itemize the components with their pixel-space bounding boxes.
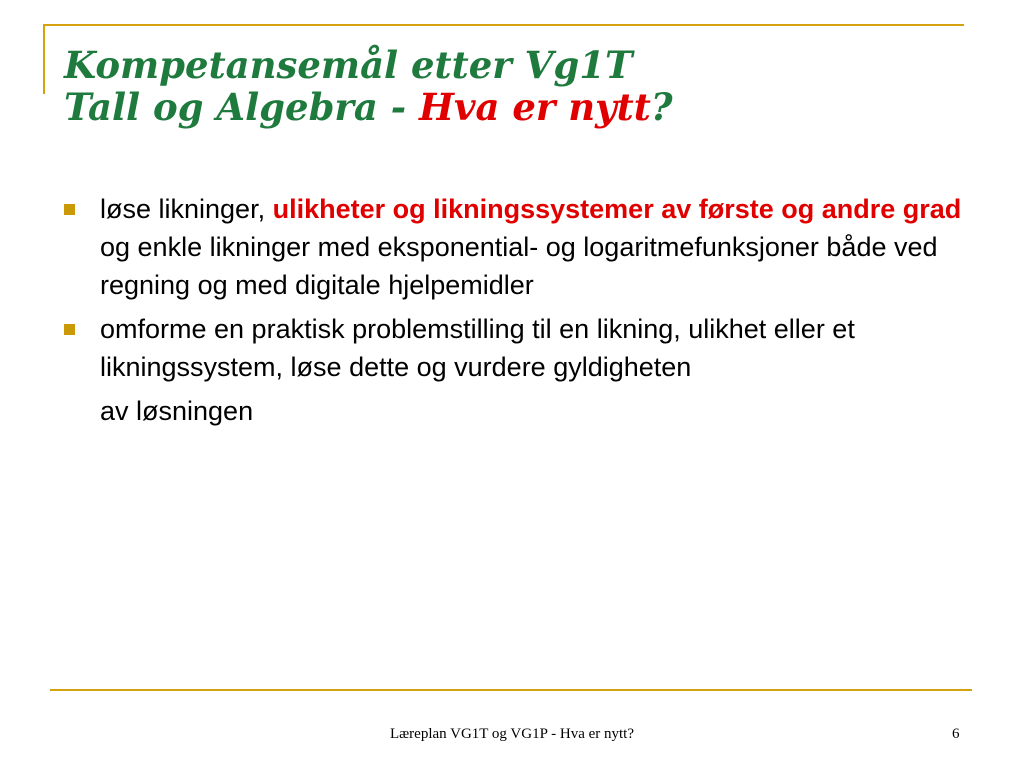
bullet-list <box>64 190 984 436</box>
title-line-2-prefix: Tall og Algebra - <box>64 85 420 129</box>
square-bullet-icon <box>64 204 75 215</box>
bullet-text: løse likninger, <box>100 194 273 224</box>
title-line-2-accent: Hva er nytt <box>419 85 651 129</box>
top-divider <box>44 24 964 26</box>
title-line-2 <box>64 86 964 128</box>
slide-title <box>64 44 964 128</box>
bullet-item <box>64 310 984 430</box>
left-divider <box>43 24 45 94</box>
title-line-2-suffix: ? <box>650 85 673 129</box>
bottom-divider <box>50 689 972 691</box>
bullet-text: og enkle likninger med eksponential- og logaritmefunksjoner både ved regning og med digitale hjelpemidler <box>100 232 938 300</box>
bullet-text: omforme en praktisk problemstilling til en likning, ulikhet eller et likningssystem, løse dette og vurdere gyldigheten <box>100 314 855 382</box>
square-bullet-icon <box>64 324 75 335</box>
bullet-text: av løsningen <box>100 396 254 426</box>
footer-text: Læreplan VG1T og VG1P - Hva er nytt? <box>390 726 634 742</box>
title-line-1: Kompetansemål etter Vg1T <box>64 43 633 87</box>
page-number: 6 <box>952 726 960 742</box>
bullet-item <box>64 190 984 304</box>
bullet-highlight: ulikheter og likningssystemer av første og andre grad <box>272 194 962 224</box>
